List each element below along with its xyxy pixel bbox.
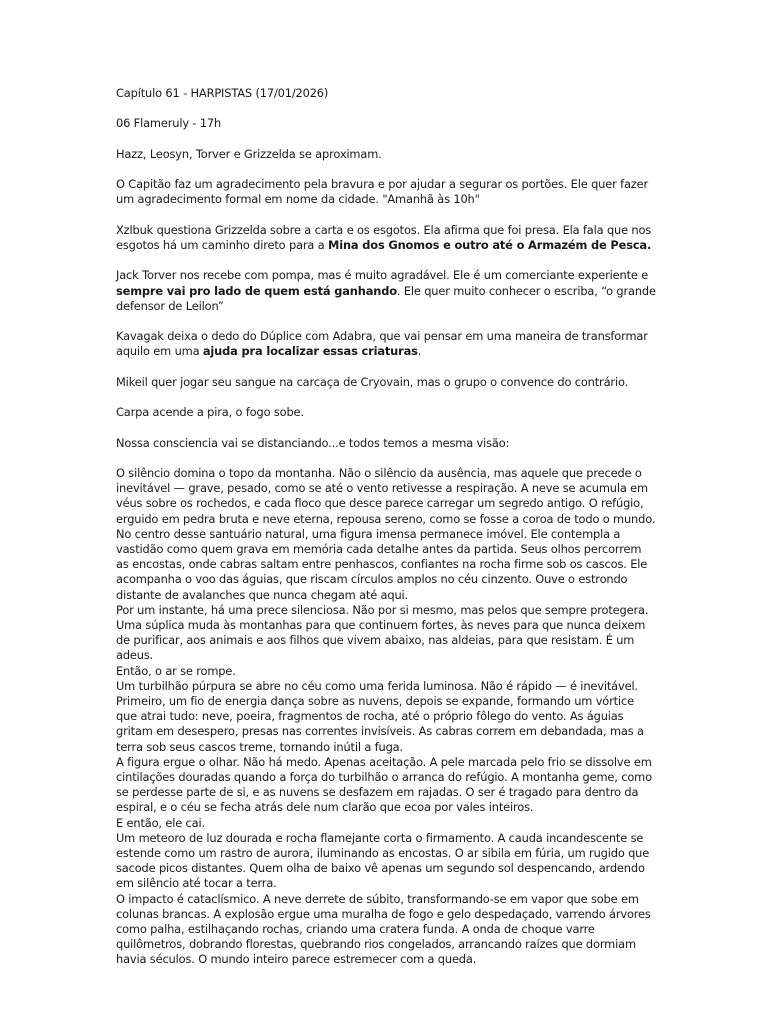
paragraph-jack <box>116 268 656 314</box>
story-paragraph: Por um instante, há uma prece silenciosa. Não por si mesmo, mas pelos que sempre protegera. Uma súplica muda às montanhas para que continuem fortes, às neves para que nunca deixem de purificar, aos animais e aos filhos que vivem abaixo, nas aldeias, para que resistam. É um adeus. <box>116 602 649 663</box>
paragraph-xzlbuk <box>116 223 656 253</box>
paragraph-carpa: Carpa acende a pira, o fogo sobe. <box>116 405 304 420</box>
document-page <box>116 86 656 968</box>
chapter-title: Capítulo 61 - HARPISTAS (17/01/2026) <box>116 86 329 100</box>
paragraph-jack-highlight: sempre vai pro lado de quem está ganhando <box>116 283 397 298</box>
story-paragraph: O silêncio domina o topo da montanha. Não o silêncio da ausência, mas aquele que precede o inevitável — grave, pesado, como se até o vento retivesse a respiração. A neve se acumula em véus sobre os rochedos, e cada floco que desce parece carregar um segredo antigo. O refúgio, erguido em pedra bruta e neve eterna, repousa sereno, como se fosse a coroa de todo o mundo. <box>116 465 656 526</box>
story-paragraph: Um meteoro de luz dourada e rocha flamejante corta o firmamento. A cauda incandescente se estende como um rastro de aurora, iluminando as encostas. O ar sibila em fúria, um rugido que sacode picos distantes. Quem olha de baixo vê apenas um segundo sol despencando, ardendo em silêncio até tocar a terra. <box>116 830 650 891</box>
paragraph-xzlbuk-text: Xzlbuk questiona Grizzelda sobre a carta e os esgotos. Ela afirma que foi presa. Ela fala que nos esgotos há um caminho direto para a <box>116 222 652 252</box>
paragraph-jack-text: Jack Torver nos recebe com pompa, mas é muito agradável. Ele é um comerciante experiente e <box>116 268 649 283</box>
paragraph-kavagak-text: Kavagak deixa o dedo do Dúplice com Adabra, que vai pensar em uma maneira de transformar aquilo em uma <box>116 329 648 359</box>
paragraph-xzlbuk-highlight: Mina dos Gnomos e outro até o Armazém de Pesca. <box>328 237 652 252</box>
paragraph-captain: O Capitão faz um agradecimento pela bravura e por ajudar a segurar os portões. Ele quer fazer um agradecimento formal em nome da cidade. "Amanhã às 10h" <box>116 177 648 207</box>
paragraph-vision: Nossa consciencia vai se distanciando...e todos temos a mesma visão: <box>116 435 510 450</box>
story-paragraph: Então, o ar se rompe. <box>116 663 236 678</box>
paragraph-approach: Hazz, Leosyn, Torver e Grizzelda se aproximam. <box>116 146 382 161</box>
paragraph-jack-text-end: . Ele quer muito conhecer o escriba, “o grande defensor de Leilon” <box>116 283 656 313</box>
paragraph-kavagak <box>116 329 656 359</box>
story-paragraph: O impacto é cataclísmico. A neve derrete de súbito, transformando-se em vapor que sobe em colunas brancas. A explosão ergue uma muralha de fogo e gelo despedaçado, varrendo árvores como palha, estilhaçando rochas, criando uma cratera funda. A onda de choque varre quilômetros, dobrando florestas, quebrando rios congelados, arrancando raízes que dormiam havia séculos. O mundo inteiro parece estremecer com a queda. <box>116 891 651 967</box>
story-paragraph: No centro desse santuário natural, uma figura imensa permanece imóvel. Ele contempla a vastidão como quem grava em memória cada detalhe antes da partida. Seus olhos percorrem as encostas, onde cabras saltam entre penhascos, confiantes na rocha firme sob os cascos. Ele acompanha o voo das águias, que riscam círculos amplos no céu cinzento. Ouve o estrondo distante de avalanches que nunca chegam até aqui. <box>116 526 648 602</box>
story-paragraph: A figura ergue o olhar. Não há medo. Apenas aceitação. A pele marcada pelo frio se dissolve em cintilações douradas quando a força do turbilhão o arranca do refúgio. A montanha geme, como se perdesse parte de si, e as nuvens se desfazem em rajadas. O ser é tragado para dentro da espiral, e o céu se fecha atrás dele num clarão que ecoa por vales inteiros. <box>116 754 652 815</box>
story-paragraph: Um turbilhão púrpura se abre no céu como uma ferida luminosa. Não é rápido — é inevitável. Primeiro, um fio de energia dança sobre as nuvens, depois se expande, formando um vórtice que atrai tudo: neve, poeira, fragmentos de rocha, até o próprio fôlego do vento. As águias gritam em desespero, presas nas correntes invisíveis. As cabras correm em debandada, mas a terra sob seus cascos treme, tornando inútil a fuga. <box>116 678 644 754</box>
paragraph-kavagak-text-end: . <box>417 344 422 359</box>
session-date: 06 Flameruly - 17h <box>116 116 222 131</box>
paragraph-mikeil: Mikeil quer jogar seu sangue na carcaça de Cryovain, mas o grupo o convence do contrário. <box>116 374 629 389</box>
story-paragraph: E então, ele cai. <box>116 815 205 830</box>
paragraph-kavagak-highlight: ajuda pra localizar essas criaturas <box>202 344 418 359</box>
